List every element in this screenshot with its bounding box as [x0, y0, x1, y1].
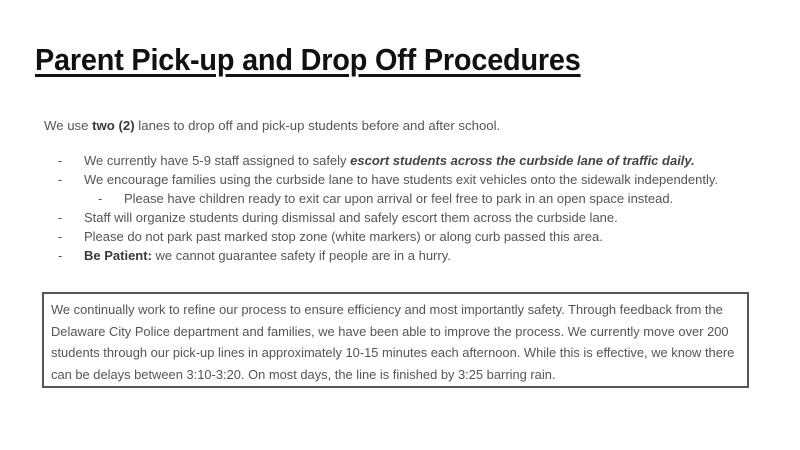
list-item-emphasis: escort students across the curbside lane of traffic daily. — [350, 153, 695, 168]
dash-bullet-icon: - — [58, 172, 63, 187]
list-item-be-patient — [58, 246, 758, 265]
process-note-text: We continually work to refine our process to ensure efficiency and most importantly safety. Through feedback from the Delaware City Police department and families, we have been able to improve the process. We currently move over 200 students through our pick-up lines in approximately 10-15 minutes each afternoon. While this is effective, we know there can be delays between 3:10-3:20. On most days, the line is finished by 3:25 barring rain. — [51, 302, 735, 382]
list-item-text: We encourage families using the curbside lane to have students exit vehicles onto the sidewalk independently. — [84, 172, 719, 187]
intro-lane-count: two (2) — [92, 118, 135, 133]
dash-bullet-icon: - — [58, 210, 63, 225]
list-item-curbside-exit — [58, 170, 724, 189]
page-title: Parent Pick-up and Drop Off Procedures — [35, 42, 581, 77]
process-note-box — [42, 292, 749, 388]
dash-bullet-icon: - — [58, 229, 63, 244]
list-item-text: Staff will organize students during dismissal and safely escort them across the curbside lane. — [84, 210, 618, 225]
list-item-no-parking — [58, 227, 758, 246]
dash-bullet-icon: - — [98, 191, 103, 206]
list-item-bold-label: Be Patient: — [84, 248, 152, 263]
dash-bullet-icon: - — [58, 153, 63, 168]
procedure-list — [58, 151, 758, 265]
list-item-text: We currently have 5-9 staff assigned to safely — [84, 153, 351, 168]
list-item-text: Please have children ready to exit car upon arrival or feel free to park in an open space instead. — [124, 191, 674, 206]
list-subitem-ready-to-exit — [58, 189, 758, 208]
dash-bullet-icon: - — [58, 248, 63, 263]
list-item-text: Please do not park past marked stop zone (white markers) or along curb passed this area. — [84, 229, 603, 244]
list-item-staff-count — [58, 151, 758, 170]
intro-paragraph — [44, 118, 500, 133]
list-item-text: we cannot guarantee safety if people are in a hurry. — [151, 248, 451, 263]
list-item-staff-organize — [58, 208, 758, 227]
intro-text-after: lanes to drop off and pick-up students before and after school. — [134, 118, 501, 133]
intro-text-before: We use — [44, 118, 93, 133]
